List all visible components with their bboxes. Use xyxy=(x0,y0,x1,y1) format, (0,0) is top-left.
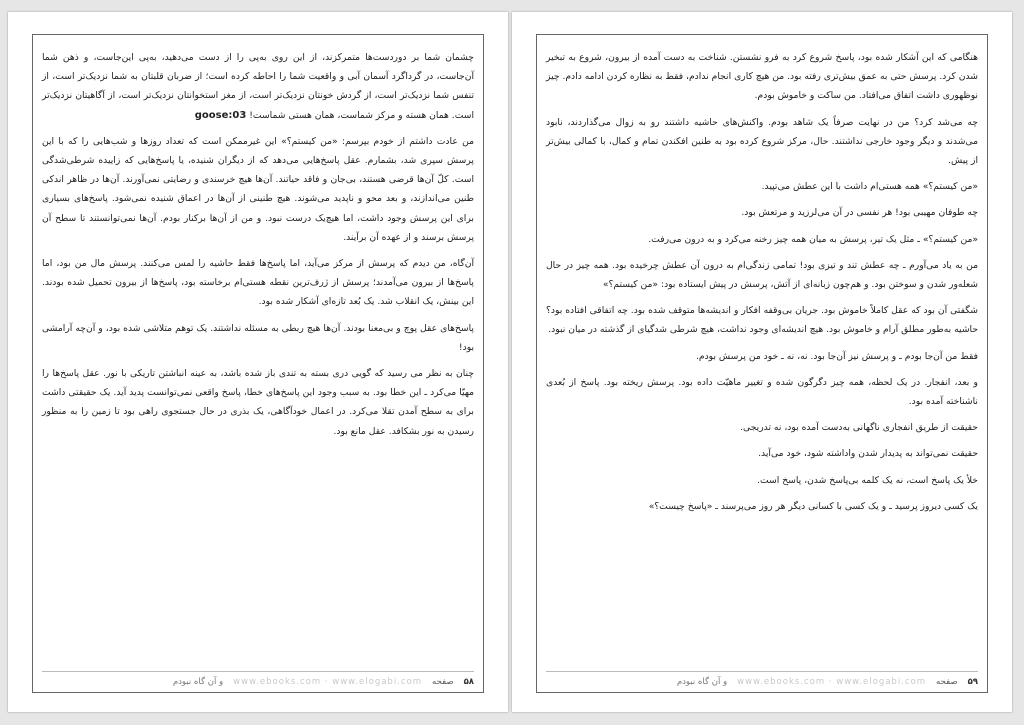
paragraph: چه می‌شد کرد؟ من در نهایت صرفاً یک شاهد بودم. واکنش‌های حاشیه داشتند رو به زوال می‌گذاردند، نابود می‌شدند و دیگر وجود خارجی نداشتند. حال، مرکز شروع کرده بود به طنین افکندن تمام و کمال، با کمالی بیش‌تر از پیش. xyxy=(546,116,978,167)
paragraph: شگفتی آن بود که عقل کاملاً خاموش بود. جریان بی‌وقفه افکار و اندیشه‌ها متوقف شده بود. چه اتفاقی افتاده بود؟ حاشیه به‌طور مطلق آرام و خاموش بود. هیچ اندیشه‌ای وجود نداشت، هیچ شرطی شدگیای از گذشته در میان نبود. xyxy=(546,305,978,336)
footer-book-title: و آن گاه نبودم xyxy=(676,677,728,687)
page-body-text xyxy=(42,48,474,448)
paragraph: من به یاد می‌آورم ـ چه عطش تند و تیزی بود! تمامی زندگی‌ام به درون آن عطش چرخیده بود. همه چیز در حال شعله‌ور شدن و سوختن بود. و هم‌چون زبانه‌ای از آتش، پرسش در پیش ایستاده بود: «من کیستم؟» xyxy=(546,259,978,291)
footer-site: www.ebooks.com · www.elogabi.com xyxy=(233,677,423,687)
left-page xyxy=(8,12,508,712)
page-body-text xyxy=(546,48,978,523)
paragraph: «من کیستم؟» همه هستی‌ام داشت با این عطش می‌تپید. xyxy=(761,181,978,193)
paragraph: چنان به نظر می رسید که گویی دری بسته به تندی باز شده باشد، به عینه انباشتن تاریکی با نور. عقل پاسخ‌ها را مهیّا می‌کرد ـ این خطا بود. به سبب وجود این پاسخ‌های خطا، پاسخ واقعی نمی‌توانست پدید آید. یک حقیقتی داشت برای به سطح آمدن تقلا می‌کرد. در اعمال خودآگاهی، یک بذری در حال جستجوی راهی بود تا زمین را به منظور رسیدن به نور بشکافد. عقل مانع بود. xyxy=(42,368,474,437)
paragraph: من عادت داشتم از خودم بپرسم: «من کیستم؟» این غیرممکن است که تعداد روزها و شب‌هایی را که با این پرسش سپری شد، بشمارم. عقل پاسخ‌هایی می‌دهد که از دیگران شنیده، یا پاسخ‌هایی که زاییده شرطی‌شدگی است. کلّ آن‌ها قرضی هستند، بی‌جان و فاقد حیاتند. آن‌ها هیچ خرسندی و رضایتی نمی‌آورند. آن‌ها در ظاهر اندکی طنین می‌اندازند، و بعد محو و ناپدید می‌شوند. هیچ طنینی از آن‌ها در اعماق شنیده نمی‌شود. پاسخ‌های بسیاری برای این پرسش وجود داشت، اما هیچ‌یک درست نبود. و من از آن‌ها برکنار بودم. آن‌ها نمی‌توانستند تا سطح آن پرسش برسند و از عهده آن برآیند. xyxy=(42,135,474,243)
page-footer xyxy=(42,671,474,692)
paragraph: «من کیستم؟» ـ مثل یک تیر، پرسش به میان همه چیز رخنه می‌کرد و به درون می‌رفت. xyxy=(648,233,978,245)
page-footer xyxy=(546,671,978,692)
paragraph: حقیقت از طریق انفجاری ناگهانی به‌دست آمده بود، نه تدریجی. xyxy=(740,422,978,434)
page-number: ۵۸ xyxy=(463,677,474,687)
paragraph: هنگامی که این آشکار شده بود، پاسخ شروع کرد به فرو نشستن. شناخت به دست آمده از بیرون، شروع به تبخیر شدن کرد. پرسش حتی به عمق بیش‌تری رفته بود. من هیچ کاری انجام ندادم، فقط به نظاره کردن ادامه دادم. چیز نوظهوری داشت اتفاق می‌افتاد. من ساکت و خاموش بودم. xyxy=(546,52,978,102)
page-word: صفحه xyxy=(936,677,958,687)
footer-site: www.ebooks.com · www.elogabi.com xyxy=(737,677,927,687)
paragraph: پاسخ‌های عقل پوچ و بی‌معنا بودند. آن‌ها هیچ ربطی به مسئله نداشتند. یک توهم متلاشی شده بود، و آن‌چه آرامشی بود! xyxy=(42,322,474,353)
footer-book-title: و آن گاه نبودم xyxy=(172,677,224,687)
paragraph: یک کسی دیروز پرسید ـ و یک کسی با کسانی دیگر هر روز می‌پرسند ـ «پاسخ چیست؟» xyxy=(648,500,978,512)
page-word: صفحه xyxy=(432,677,454,687)
paragraph: خلأ یک پاسخ است، نه یک کلمه بی‌پاسخ شدن، پاسخ است. xyxy=(757,474,978,486)
paragraph: و بعد، انفجار. در یک لحظه، همه چیز دگرگون شده و تغییر ماهیّت داده بود. پرسش ریخته بود. پاسخ از بُعدی ناشناخته آمده بود. xyxy=(546,376,978,408)
page-number: ۵۹ xyxy=(967,677,978,687)
paragraph: حقیقت نمی‌تواند به پدیدار شدن واداشته شود، خود می‌آید. xyxy=(758,448,978,460)
paragraph: چه طوفان مهیبی بود! هر نفسی در آن می‌لرزید و مرتعش بود. xyxy=(741,207,978,219)
paragraph: آن‌گاه، من دیدم که پرسش از مرکز می‌آید، اما پاسخ‌ها فقط حاشیه را لمس می‌کنند. پرسش مال من بود، اما پاسخ‌ها از بیرون می‌آمدند؛ پرسش از ژرف‌ترین نقطه هستی‌ام برخاسته بود، پاسخ‌ها از بیرون تحمیل شده بودند. این بینش، یک انقلاب شد. یک بُعد تازه‌ای آشکار شده بود. xyxy=(42,258,474,308)
goose-marker: goose:03 xyxy=(194,109,247,121)
paragraph-text: چشمان شما بر دوردست‌ها متمرکزند، از این روی به‌پی را از دست می‌دهید، به‌پی این‌جاست، و ذهن شما آن‌جاست، در گرداگرد آسمان آبی و واقعیت شما را احاطه کرده است؛ از ضربان قلبتان به شما نزدیک‌تر است، از تنفس شما نزدیک‌تر است، از گردش خونتان نزدیک‌تر است، از مغز استخوانتان نزدیک‌تر است، از آگاهیتان نزدیک‌تر است. همان هسته و مرکز شماست، همان هستی شماست! xyxy=(42,52,474,121)
paragraph: فقط من آن‌جا بودم ـ و پرسش نیز آن‌جا بود. نه، نه ـ خود من پرسش بودم. xyxy=(695,350,978,362)
right-page xyxy=(512,12,1012,712)
paragraph xyxy=(42,48,474,125)
